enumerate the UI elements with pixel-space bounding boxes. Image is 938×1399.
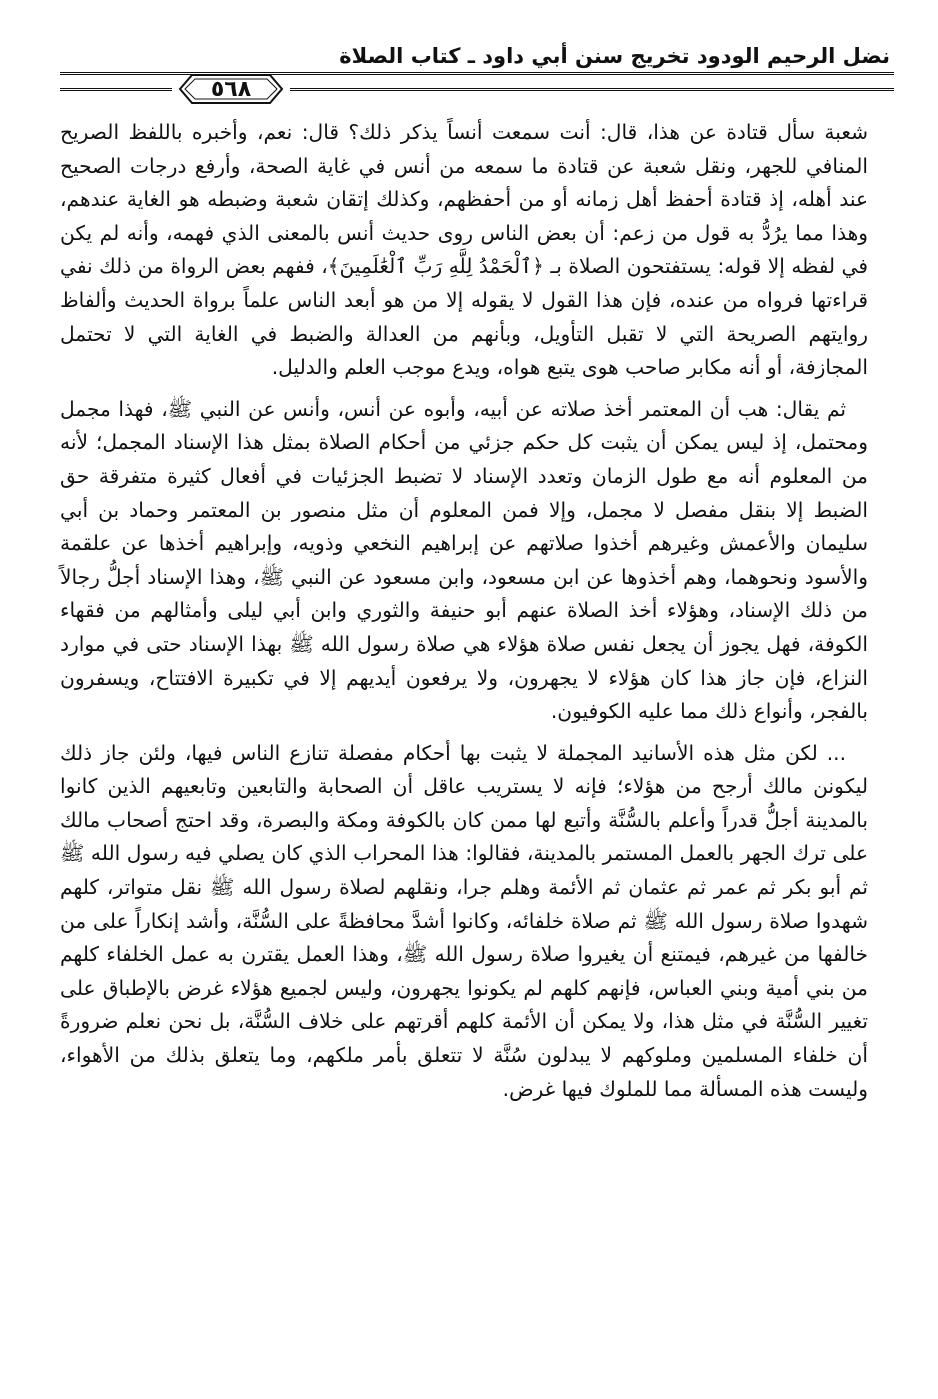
running-title: نضل الرحيم الودود تخريج سنن أبي داود ـ كتاب الصلاة bbox=[339, 44, 890, 68]
page-number-frame bbox=[172, 72, 290, 106]
paragraph-1: شعبة سأل قتادة عن هذا، قال: أنت سمعت أنساً يذكر ذلك؟ قال: نعم، وأخبره باللفظ الصريح المنافي للجهر، ونقل شعبة عن قتادة ما سمعه من أنس في غاية الصحة، وأرفع درجات الصحيح عند أهله، إذ قتادة أحفظ أهل زمانه أو من أحفظهم، وكذلك إتقان شعبة وضبطه هو الغاية عندهم، وهذا مما يرُدُّ به قول من زعم: أن بعض الناس روى حديث أنس بالمعنى الذي فهمه، وأنه لم يكن في لفظه إلا قوله: يستفتحون الصلاة بـ ﴿ٱلْحَمْدُ لِلَّهِ رَبِّ ٱلْعَٰلَمِينَ﴾، ففهم بعض الرواة من ذلك نفي قراءتها فرواه من عنده، فإن هذا القول لا يقوله إلا من هو أبعد الناس علماً برواة الحديث وألفاظ روايتهم الصريحة التي لا تقبل التأويل، وبأنهم من العدالة والضبط في الغاية التي لا تحتمل المجازفة، أو أنه مكابر صاحب هوى يتبع هواه، ويدع موجب العلم والدليل. bbox=[60, 120, 868, 380]
ornament-rule-left bbox=[60, 88, 172, 91]
paragraph-3: ... لكن مثل هذه الأسانيد المجملة لا يثبت بها أحكام مفصلة تنازع الناس فيها، ولئن جاز ذلك ليكونن مالك أرجح من هؤلاء؛ فإنه لا يستريب عاقل أن الصحابة والتابعين وتابعيهم الذين كانوا بالمدينة أجلُّ قدراً وأعلم بالسُّنَّة وأتبع لها ممن كان بالكوفة ومكة والبصرة، وقد احتج أصحاب مالك على ترك الجهر بالعمل المستمر بالمدينة، فقالوا: هذا المحراب الذي كان يصلي فيه رسول الله ﷺ ثم أبو بكر ثم عمر ثم عثمان ثم الأئمة وهلم جرا، ونقلهم لصلاة رسول الله ﷺ نقل متواتر، كلهم شهدوا صلاة رسول الله ﷺ ثم صلاة خلفائه، وكانوا أشدَّ محافظةً على السُّنَّة، وأشد إنكاراً على من خالفها من غيرهم، فيمتنع أن يغيروا صلاة رسول الله ﷺ، وهذا العمل يقترن به عمل الخلفاء كلهم من بني أمية وبني العباس، فإنهم كلهم لم يكونوا يجهرون، وليس لجميع هؤلاء غرض بالإطباق على تغيير السُّنَّة في مثل هذا، ولا يمكن أن الأئمة كلهم أقرتهم على خلاف السُّنَّة، بل نحن نعلم ضرورةً أن خلفاء المسلمين وملوكهم لا يبدلون سُنَّة لا تتعلق بأمر ملكهم، وما يتعلق بذلك من الأهواء، وليست هذه المسألة مما للملوك فيها غرض. bbox=[60, 740, 868, 1101]
page-number-row bbox=[60, 70, 894, 110]
page-number: ٥٦٨ bbox=[210, 76, 252, 102]
ornament-rule-right bbox=[290, 88, 894, 91]
body-text bbox=[60, 116, 868, 1359]
paragraph-2: ثم يقال: هب أن المعتمر أخذ صلاته عن أبيه، وأبوه عن أنس، وأنس عن النبي ﷺ، فهذا مجمل ومحتمل، إذ ليس يمكن أن يثبت كل حكم جزئي من أحكام الصلاة بمثل هذا الإسناد المجمل؛ لأنه من المعلوم أنه مع طول الزمان وتعدد الإسناد لا تضبط الجزئيات في أفعال كثيرة متفرقة حق الضبط إلا بنقل مفصل لا مجمل، وإلا فمن المعلوم أن مثل منصور بن المعتمر وحماد بن أبي سليمان والأعمش وغيرهم أخذوا صلاتهم عن إبراهيم النخعي وذويه، وإبراهيم أخذها عن علقمة والأسود ونحوهما، وهم أخذوها عن ابن مسعود، وابن مسعود عن النبي ﷺ، وهذا الإسناد أجلُّ رجالاً من ذلك الإسناد، وهؤلاء أخذ الصلاة عنهم أبو حنيفة والثوري وابن أبي ليلى وأمثالهم من فقهاء الكوفة، فهل يجوز أن يجعل نفس صلاة هؤلاء هي صلاة رسول الله ﷺ بهذا الإسناد حتى في موارد النزاع، فإن جاز هذا كان هؤلاء لا يجهرون، ولا يرفعون أيديهم إلا في تكبيرة الافتتاح، ويسفرون بالفجر، وأنواع ذلك مما عليه الكوفيون. bbox=[60, 396, 868, 724]
